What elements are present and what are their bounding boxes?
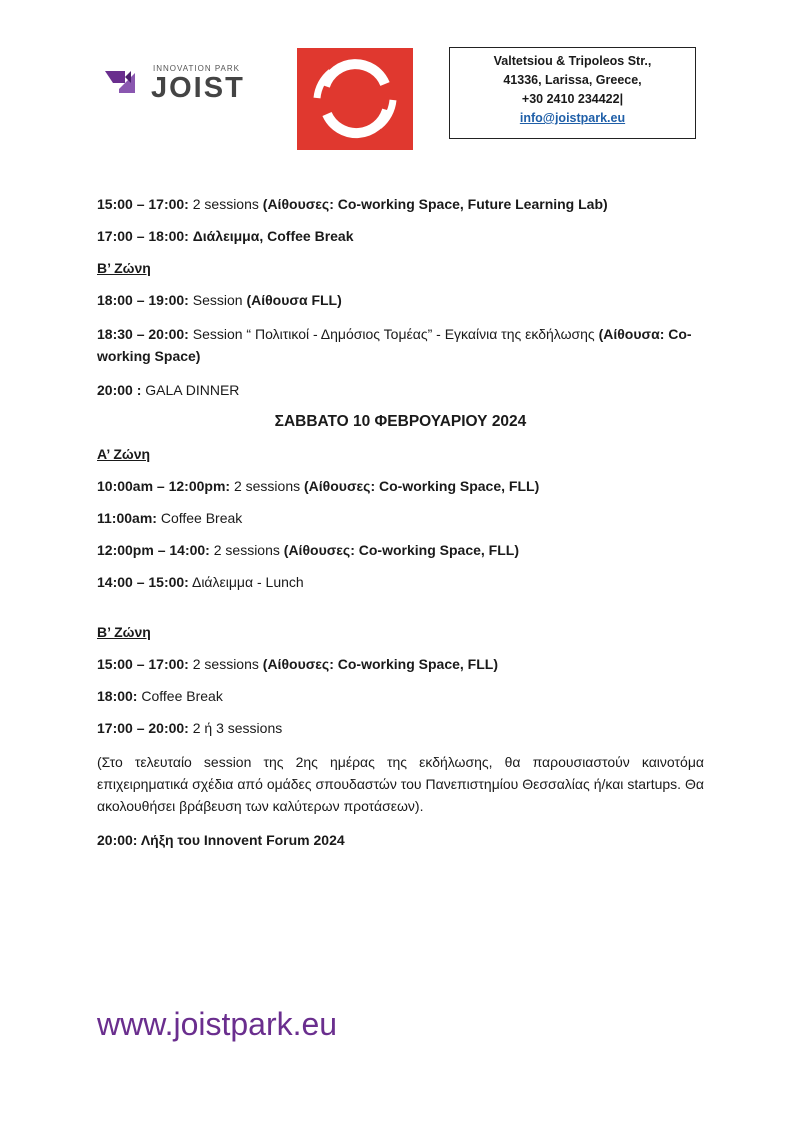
schedule-time: 12:00pm – 14:00: — [97, 542, 210, 558]
schedule-text: 2 sessions — [188, 656, 263, 672]
schedule-item — [97, 687, 704, 705]
event-note: (Στο τελευταίο session της 2ης ημέρας της εκδήλωσης, θα παρουσιαστούν καινοτόμα επιχειρηματικά σχέδια από ομάδες σπουδαστών του Πανεπιστημίου Θεσσαλίας ή/και startups. Θα ακολουθήσει βράβευση των καλύτερων προτάσεων). — [97, 754, 704, 814]
innovent-logo — [297, 48, 413, 150]
schedule-time: 17:00 – 20:00: — [97, 720, 189, 736]
schedule-item — [97, 227, 704, 245]
schedule-item — [97, 291, 704, 309]
joist-logo — [105, 60, 255, 106]
schedule-room: (Αίθουσες: Co-working Space, FLL) — [283, 542, 519, 558]
schedule-item — [97, 323, 704, 367]
schedule-content — [97, 195, 704, 863]
spacer — [97, 605, 704, 623]
schedule-item — [97, 541, 704, 559]
schedule-time: 14:00 – 15:00: — [97, 574, 189, 590]
schedule-time: 15:00 – 17:00: — [97, 656, 189, 672]
schedule-item — [97, 195, 704, 213]
schedule-room: (Αίθουσες: Co-working Space, Future Learning Lab) — [262, 196, 608, 212]
schedule-room: (Αίθουσες: Co-working Space, FLL) — [304, 478, 540, 494]
email-link[interactable]: info@joistpark.eu — [519, 111, 626, 125]
schedule-text: GALA DINNER — [141, 382, 240, 398]
address-box — [449, 47, 696, 139]
footer-website-link[interactable]: www.joistpark.eu — [97, 1006, 338, 1042]
joist-logo-icon — [105, 63, 143, 101]
schedule-text: Coffee Break — [137, 688, 223, 704]
schedule-time: 11:00am: — [97, 510, 157, 526]
schedule-text: Διάλειμμα - Lunch — [188, 574, 304, 590]
innovent-logo-icon — [297, 48, 413, 150]
day-title: ΣΑΒΒΑΤΟ 10 ΦΕΒΡΟΥΑΡΙΟΥ 2024 — [274, 413, 527, 430]
schedule-time: 15:00 – 17:00: — [97, 196, 189, 212]
zone-heading: Β’ Ζώνη — [97, 260, 151, 276]
schedule-text: Session — [188, 292, 247, 308]
schedule-item — [97, 573, 704, 591]
address-street: Valtetsiou & Tripoleos Str., — [493, 54, 652, 68]
schedule-item — [97, 655, 704, 673]
page-header — [0, 0, 800, 160]
joist-logo-title: JOIST — [151, 72, 245, 104]
zone-heading: Α’ Ζώνη — [97, 446, 151, 462]
schedule-time: 17:00 – 18:00: — [97, 228, 189, 244]
schedule-text: 2 sessions — [230, 478, 305, 494]
schedule-time: 18:30 – 20:00: — [97, 326, 189, 342]
schedule-text: 2 ή 3 sessions — [188, 720, 283, 736]
zone-heading: Β’ Ζώνη — [97, 624, 151, 640]
schedule-time: 10:00am – 12:00pm: — [97, 478, 231, 494]
schedule-text: Session “ Πολιτικοί - Δημόσιος Τομέας” - Εγκαίνια της εκδήλωσης — [188, 326, 599, 342]
schedule-room: (Αίθουσες: Co-working Space, FLL) — [262, 656, 498, 672]
schedule-time: 18:00: — [97, 688, 138, 704]
schedule-item — [97, 381, 704, 399]
schedule-item — [97, 477, 704, 495]
joist-logo-subtitle: INNOVATION PARK — [153, 64, 241, 73]
schedule-time: 20:00 : — [97, 382, 142, 398]
schedule-item — [97, 719, 704, 737]
schedule-text: 2 sessions — [209, 542, 284, 558]
address-phone: +30 2410 234422| — [521, 92, 624, 106]
schedule-time: 18:00 – 19:00: — [97, 292, 189, 308]
schedule-room: Διάλειμμα, Coffee Break — [192, 228, 354, 244]
schedule-text: 2 sessions — [188, 196, 263, 212]
schedule-item — [97, 509, 704, 527]
closing-line: 20:00: Λήξη του Innovent Forum 2024 — [97, 832, 345, 848]
schedule-room: (Αίθουσα: Co-working Space) — [97, 326, 692, 364]
address-city: 41336, Larissa, Greece, — [503, 73, 642, 87]
schedule-room: (Αίθουσα FLL) — [246, 292, 342, 308]
schedule-text: Coffee Break — [156, 510, 243, 526]
